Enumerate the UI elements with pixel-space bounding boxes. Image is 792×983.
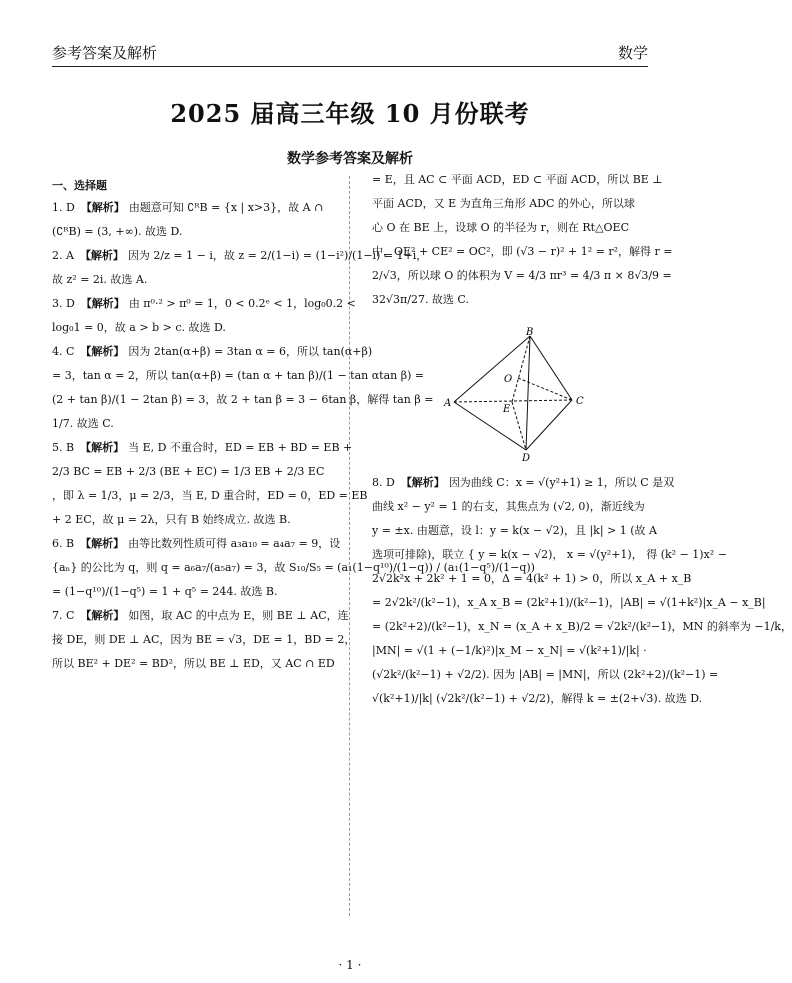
answer-line: 2√2k²x + 2k² + 1 = 0，Δ = 4(k² + 1) > 0，所以 x_A + x_B (372, 572, 692, 585)
answer-q7-continued (372, 172, 673, 308)
answer-line: 选项可排除)，联立 { y = k(x − √2)， x = √(y²+1)， 得 (k² − 1)x² − (372, 548, 727, 561)
answer-line: = 2√2k²/(k²−1)，x_A x_B = (2k²+1)/(k²−1)，|AB| = √(1+k²)|x_A − x_B| (372, 596, 766, 609)
label-d: D (522, 453, 531, 464)
edge-cd (526, 400, 572, 450)
edge-bd (526, 336, 530, 450)
answer-line: log₀1 = 0，故 a > b > c. 故选 D. (52, 321, 226, 334)
question-number: 3. D (52, 297, 75, 310)
answer-line: 中，OE² + CE² = OC²，即 (√3 − r)² + 1² = r²，解得 r = (372, 245, 673, 258)
question-number: 1. D (52, 201, 75, 214)
question-number: 8. D (372, 476, 395, 489)
answer-line: 由题意可知 ∁ᴿB = {x | x>3}，故 A ∩ (128, 201, 324, 214)
answer-line: 因为曲线 C：x = √(y²+1) ≥ 1，所以 C 是双 (448, 476, 675, 489)
answer-line: + 2 EC，故 μ = 2λ，只有 B 始终成立. 故选 B. (52, 513, 291, 526)
analysis-tag: 【解析】 (80, 441, 125, 454)
column-divider (349, 176, 350, 916)
answer-line: = (1−q¹⁰)/(1−q⁵) = 1 + q⁵ = 244. 故选 B. (52, 585, 278, 598)
answer-line: 故 z² = 2i. 故选 A. (52, 273, 148, 286)
answer-line: ，即 λ = 1/3，μ = 2/3，当 E, D 重合时，ED = 0，ED = EB (52, 489, 368, 502)
analysis-tag: 【解析】 (80, 345, 125, 358)
answer-line: 所以 BE² + DE² = BD²，所以 BE ⊥ ED，又 AC ∩ ED (52, 657, 335, 670)
edge-ac (454, 400, 572, 402)
analysis-tag: 【解析】 (80, 609, 125, 622)
question-number: 4. C (52, 345, 75, 358)
answer-line: 当 E, D 不重合时，ED = EB + BD = EB + (128, 441, 353, 454)
answer-q4 (52, 344, 434, 432)
answer-line: 如图，取 AC 的中点为 E，则 BE ⊥ AC，连 (128, 609, 349, 622)
page-header (52, 40, 648, 67)
header-left-label: 参考答案及解析 (52, 44, 158, 62)
question-number: 7. C (52, 609, 75, 622)
edge-ab (454, 336, 530, 402)
answer-q8 (372, 475, 792, 707)
segment-be (512, 336, 530, 402)
answer-line: = (2k²+2)/(k²−1)，x_N = (x_A + x_B)/2 = √2k²/(k²−1)，MN 的斜率为 −1/k， (372, 620, 792, 633)
answer-line: 因为 2tan(α+β) = 3tan α = 6，所以 tan(α+β) (128, 345, 373, 358)
answer-line: 1/7. 故选 C. (52, 417, 114, 430)
edge-ad (454, 402, 526, 450)
answer-line: 平面 ACD，又 E 为直角三角形 ADC 的外心，所以球 (372, 197, 635, 210)
answer-q5 (52, 440, 368, 528)
answer-line: 曲线 x² − y² = 1 的右支，其焦点为 (√2, 0)，渐近线为 (372, 500, 645, 513)
answer-line: = E，且 AC ⊂ 平面 ACD，ED ⊂ 平面 ACD，所以 BE ⊥ (372, 173, 663, 186)
answer-q1 (52, 200, 340, 240)
analysis-tag: 【解析】 (80, 297, 125, 310)
answer-line: 因为 2/z = 1 − i，故 z = 2/(1−i) = (1−i²)/(1−i) = 1+i， (127, 249, 428, 262)
analysis-tag: 【解析】 (79, 249, 124, 262)
label-b: B (526, 327, 534, 338)
analysis-tag: 【解析】 (80, 537, 125, 550)
label-c: C (576, 396, 584, 407)
tetrahedron-figure (442, 327, 592, 464)
page-number: · 1 · (338, 958, 362, 972)
label-o: O (504, 374, 513, 385)
answer-line: |MN| = √(1 + (−1/k)²)|x_M − x_N| = √(k²+1)/|k| · (372, 644, 647, 657)
answer-line: y = ±x. 由题意，设 l：y = k(x − √2)，且 |k| > 1 (故 A (372, 524, 657, 537)
answer-line: 2/3 BC = EB + 2/3 (BE + EC) = 1/3 EB + 2/3 EC (52, 465, 325, 478)
header-subject-label: 数学 (617, 44, 648, 62)
answer-line: (√2k²/(k²−1) + √2/2). 因为 |AB| = |MN|，所以 (2k²+2)/(k²−1) = (372, 668, 719, 681)
edge-bc (530, 336, 572, 400)
section-heading: 一、选择题 (52, 179, 107, 192)
answer-line: (∁ᴿB) = (3, +∞). 故选 D. (52, 225, 183, 238)
label-e: E (503, 404, 511, 415)
answer-line: {aₙ} 的公比为 q，则 q = a₆a₇/(a₅a₇) = 3，故 S₁₀/S₅ = (a₁(1−q¹⁰)/(1−q)) / (a₁(1−q⁵)/(1−q)) (52, 561, 535, 574)
question-number: 6. B (52, 537, 75, 550)
answer-line: (2 + tan β)/(1 − 2tan β) = 3，故 2 + tan β = 3 − 6tan β，解得 tan β = (52, 393, 434, 406)
segment-oc (518, 378, 572, 400)
answer-line: 2/√3，所以球 O 的体积为 V = 4/3 πr³ = 4/3 π × 8√3/9 = (372, 269, 672, 282)
answer-line: 由 π⁰·² > π⁰ = 1，0 < 0.2ᵉ < 1，log₀0.2 < (128, 297, 356, 310)
answer-line: √(k²+1)/|k| (√2k²/(k²−1) + √2/2)，解得 k = ±(2+√3). 故选 D. (372, 692, 703, 705)
question-number: 2. A (52, 249, 74, 262)
analysis-tag: 【解析】 (400, 476, 445, 489)
answer-q2 (52, 248, 428, 288)
segment-ed (512, 402, 526, 450)
answer-line: = 3，tan α = 2，所以 tan(α+β) = (tan α + tan β)/(1 − tan αtan β) = (52, 369, 425, 382)
answer-line: 接 DE，则 DE ⊥ AC，因为 BE = √3，DE = 1，BD = 2， (52, 633, 356, 646)
right-column (372, 172, 792, 715)
label-a: A (444, 398, 452, 409)
exam-title: 2025 届高三年级 10 月份联考 (170, 99, 530, 128)
question-number: 5. B (52, 441, 75, 454)
answer-line: 心 O 在 BE 上，设球 O 的半径为 r，则在 Rt△OEC (372, 221, 630, 234)
answer-subtitle: 数学参考答案及解析 (287, 151, 413, 167)
answer-line: 32√3π/27. 故选 C. (372, 293, 469, 306)
analysis-tag: 【解析】 (80, 201, 125, 214)
answer-line: 由等比数列性质可得 a₃a₁₀ = a₄a₇ = 9，设 (128, 537, 341, 550)
answer-q3 (52, 296, 356, 336)
answer-q7 (52, 608, 356, 672)
